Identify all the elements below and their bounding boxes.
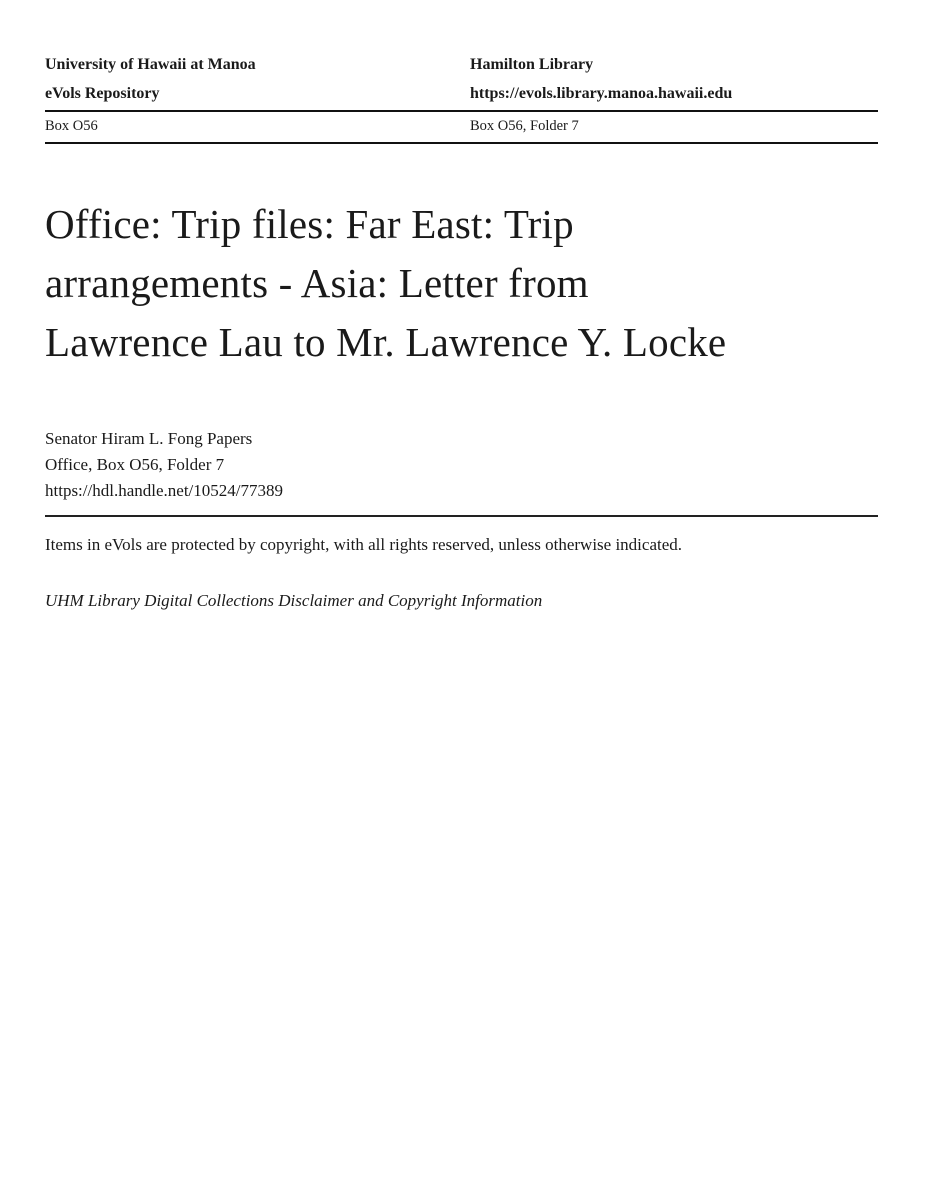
- box-folder-label: Box O56, Folder 7: [470, 118, 579, 134]
- repository-url-link[interactable]: https://evols.library.manoa.hawaii.edu: [470, 85, 733, 102]
- header-box-row: [45, 112, 878, 144]
- copyright-notice: Items in eVols are protected by copyright, with all rights reserved, unless otherwise indicated.: [45, 535, 683, 554]
- disclaimer-link[interactable]: UHM Library Digital Collections Disclaimer and Copyright Information: [45, 591, 543, 610]
- header-row-2: [45, 79, 878, 108]
- document-title-line-2: arrangements - Asia: Letter from: [45, 260, 589, 306]
- document-title-line-3: Lawrence Lau to Mr. Lawrence Y. Locke: [45, 319, 727, 365]
- collection-location: Office, Box O56, Folder 7: [45, 455, 225, 474]
- metadata-block: [45, 426, 878, 504]
- library-name: Hamilton Library: [470, 56, 594, 73]
- header-row-1: [45, 50, 878, 79]
- box-label: Box O56: [45, 118, 98, 134]
- header-top-rows: [45, 50, 878, 112]
- institution-name: University of Hawaii at Manoa: [45, 56, 256, 73]
- collection-name: Senator Hiram L. Fong Papers: [45, 429, 253, 448]
- metadata-divider: [45, 515, 878, 517]
- handle-url-link[interactable]: https://hdl.handle.net/10524/77389: [45, 481, 283, 500]
- repository-name: eVols Repository: [45, 85, 160, 102]
- document-header: [45, 50, 878, 144]
- document-title-line-1: Office: Trip files: Far East: Trip: [45, 201, 574, 247]
- document-title: [45, 195, 878, 372]
